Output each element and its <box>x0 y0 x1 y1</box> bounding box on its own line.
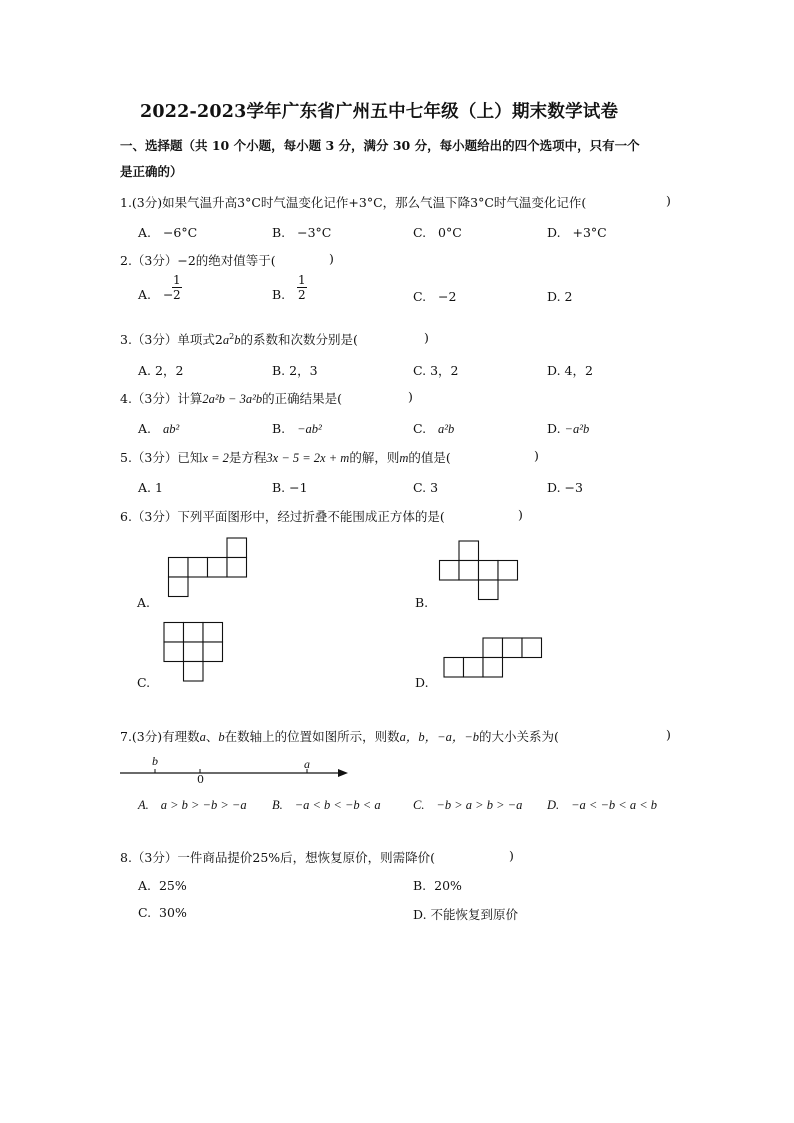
q5-option-c[interactable]: C. 3 <box>413 480 439 495</box>
q3-option-d[interactable]: D. 4，2 <box>547 363 593 378</box>
q6-net-c-cell <box>184 662 204 682</box>
q8-option-c[interactable]: C. 30% <box>138 905 187 920</box>
q5-option-d[interactable]: D. −3 <box>547 480 583 495</box>
q8-option-b[interactable]: B. 20% <box>413 878 462 893</box>
question-7-close-paren: ) <box>666 727 671 742</box>
q7-option-a[interactable]: A. a > b > −b > −a <box>138 798 247 812</box>
q6-net-b-cell <box>440 561 460 581</box>
page-title: 2022-2023学年广东省广州五中七年级（上）期末数学试卷 <box>140 102 619 122</box>
question-6-prefix: 6.（3分）下列平面图形中，经过折叠不能围成正方体的是( <box>120 509 445 524</box>
question-5-close-paren: ) <box>534 448 539 463</box>
q2-option-d[interactable]: D. 2 <box>547 289 573 304</box>
q6-net-c-cell <box>164 623 184 643</box>
q3-option-b[interactable]: B. 2，3 <box>272 363 318 378</box>
question-2-close-paren: ) <box>329 251 334 266</box>
q6-net-a-cell <box>227 538 247 558</box>
q1-option-b[interactable]: B. −3°C <box>272 225 332 240</box>
q4-option-d[interactable]: D. −a²b <box>547 421 590 436</box>
q6-net-b-cell <box>479 561 499 581</box>
q7-option-d[interactable]: D. −a < −b < a < b <box>547 798 658 812</box>
q8-option-a[interactable]: A. 25% <box>138 878 187 893</box>
question-3-close-paren: ) <box>424 330 429 345</box>
q6-net-c <box>160 616 230 688</box>
question-2-prefix: 2.（3分）−2的绝对值等于( <box>120 253 276 268</box>
q1-option-a[interactable]: A. −6°C <box>138 225 198 240</box>
q6-net-d-cell <box>444 658 464 678</box>
q6-net-a-cell <box>208 558 228 578</box>
q4-option-a[interactable]: A. ab² <box>138 421 180 436</box>
question-3: 3.（3分）单项式$2a^2b$的系数和次数分别是( <box>120 332 358 347</box>
question-8-prefix: 8.（3分）一件商品提价25%后，想恢复原价，则需降价( <box>120 850 436 865</box>
question-1-close-paren: ) <box>666 193 671 208</box>
question-1 <box>120 193 586 211</box>
q6-net-d-cell <box>483 638 503 658</box>
q4-option-c[interactable]: C. a²b <box>413 421 455 436</box>
q6-net-b <box>432 533 532 605</box>
q5-option-a[interactable]: A. 1 <box>138 480 163 495</box>
q3-option-a[interactable]: A. 2，2 <box>138 363 184 378</box>
q6-net-c-cell <box>164 642 184 662</box>
number-line-label-0: 0 <box>197 773 204 786</box>
question-7: 7.(3分)有理数a、b在数轴上的位置如图所示，则数a，b，−a，−b的大小关系为( <box>120 729 559 744</box>
q3-option-c[interactable]: C. 3，2 <box>413 363 459 378</box>
section-heading-line2: 是正确的） <box>120 164 183 179</box>
q6-net-b-cell <box>459 561 479 581</box>
q8-option-d[interactable]: D. 不能恢复到原价 <box>413 907 519 922</box>
question-1-prefix: 1.(3分)如果气温升高3°C时气温变化记作+3°C，那么气温下降3°C时气温变化记作( <box>120 195 587 210</box>
q6-net-a-cell <box>169 558 189 578</box>
q6-net-d-cell <box>503 638 523 658</box>
q2-option-a-sign: − <box>163 287 174 302</box>
q2-option-a-fraction: $\frac{1}{2}$ <box>173 273 181 302</box>
q5-option-b[interactable]: B. −1 <box>272 480 308 495</box>
question-4: 4.（3分）计算2a²b − 3a²b的正确结果是( <box>120 391 342 406</box>
section-heading-line1: 一、选择题（共 10 个小题，每小题 3 分，满分 30 分，每小题给出的四个选项中，只有一个 <box>120 138 640 153</box>
q6-option-d[interactable]: D. <box>415 675 429 690</box>
question-6-close-paren: ) <box>518 507 523 522</box>
q2-option-c[interactable]: C. −2 <box>413 289 457 304</box>
q1-option-d[interactable]: D. +3°C <box>547 225 607 240</box>
q6-net-d-cell <box>483 658 503 678</box>
q6-net-a-cell <box>169 577 189 597</box>
q7-option-c[interactable]: C. −b > a > b > −a <box>413 798 523 812</box>
number-line-arrow <box>338 769 348 777</box>
question-8-close-paren: ) <box>509 848 514 863</box>
q6-net-d <box>438 632 548 684</box>
q6-option-b[interactable]: B. <box>415 595 429 610</box>
q6-net-a <box>160 530 260 602</box>
q6-net-a-cell <box>227 558 247 578</box>
q6-net-b-cell <box>459 541 479 561</box>
q1-option-c[interactable]: C. 0°C <box>413 225 462 240</box>
q6-net-d-cell <box>464 658 484 678</box>
q6-net-a-cell <box>188 558 208 578</box>
q6-net-c-cell <box>184 623 204 643</box>
q6-net-c-cell <box>203 623 223 643</box>
q6-net-c-cell <box>203 642 223 662</box>
q2-option-a[interactable]: A. <box>138 287 152 302</box>
q2-option-b-fraction: $\frac{1}{2}$ <box>298 273 306 302</box>
q6-option-c[interactable]: C. <box>137 675 151 690</box>
q6-net-d-cell <box>522 638 542 658</box>
q6-net-b-cell <box>498 561 518 581</box>
q2-option-b[interactable]: B. <box>272 287 286 302</box>
q7-option-b[interactable]: B. −a < b < −b < a <box>272 798 381 812</box>
q6-option-a[interactable]: A. <box>137 595 151 610</box>
number-line-label-b: b <box>152 754 158 768</box>
question-4-close-paren: ) <box>408 389 413 404</box>
q6-net-b-cell <box>479 580 499 600</box>
q6-net-c-cell <box>184 642 204 662</box>
question-5: 5.（3分）已知x = 2是方程3x − 5 = 2x + m的解，则m的值是( <box>120 450 451 465</box>
q4-option-b[interactable]: B. −ab² <box>272 421 322 436</box>
number-line-label-a: a <box>304 757 310 771</box>
